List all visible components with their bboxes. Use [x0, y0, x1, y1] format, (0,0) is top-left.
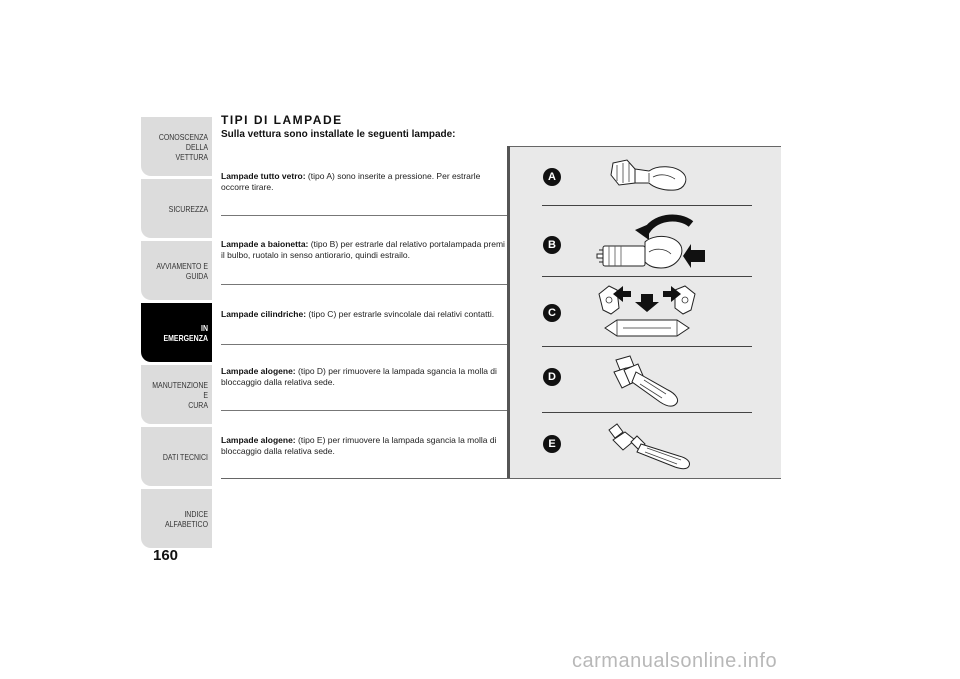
- lamp-name: Lampade cilindriche:: [221, 309, 307, 319]
- tab-label: INDICE ALFABETICO: [165, 508, 208, 529]
- tab-conoscenza-della-vettura[interactable]: [141, 117, 212, 176]
- figure-label-d: D: [543, 368, 561, 386]
- figure-label-b: B: [543, 236, 561, 254]
- lamp-name: Lampade a baionetta:: [221, 239, 309, 249]
- figure-label-a: A: [543, 168, 561, 186]
- figure-divider: [542, 276, 752, 277]
- tab-label: DATI TECNICI: [162, 451, 208, 462]
- figure-divider: [542, 346, 752, 347]
- figure-label-c: C: [543, 304, 561, 322]
- row-divider: [221, 215, 507, 216]
- lamp-text: (tipo E) per rimuovere la lampada sgancia la molla di bloccaggio dalla relativa sede.: [221, 435, 497, 456]
- watermark: carmanualsonline.info: [572, 650, 778, 672]
- tab-indice-alfabetico[interactable]: [141, 489, 212, 548]
- tab-label: IN EMERGENZA: [163, 322, 208, 343]
- lamp-text: (tipo A) sono inserite a pressione. Per estrarle occorre tirare.: [221, 171, 481, 192]
- lamp-description-c: [221, 309, 505, 320]
- lamp-description-a: [221, 171, 505, 193]
- figure-label-e: E: [543, 435, 561, 453]
- row-divider: [221, 284, 507, 285]
- lamp-name: Lampade alogene:: [221, 435, 296, 445]
- tab-in-emergenza[interactable]: [141, 303, 212, 362]
- page-number: 160: [153, 547, 179, 564]
- lamp-description-b: [221, 239, 505, 261]
- lamp-text: (tipo D) per rimuovere la lampada sgancia la molla di bloccaggio dalla relativa sede.: [221, 366, 497, 387]
- tab-sicurezza[interactable]: [141, 179, 212, 238]
- tab-dati-tecnici[interactable]: [141, 427, 212, 486]
- tab-label: CONOSCENZA DELLA VETTURA: [158, 131, 208, 162]
- lamp-description-e: [221, 435, 505, 457]
- halogen-bulb-d-icon: [610, 352, 690, 410]
- bayonet-bulb-icon: [595, 212, 710, 274]
- section-title: TIPI DI LAMPADE: [221, 113, 343, 127]
- tab-label: AVVIAMENTO E GUIDA: [156, 260, 208, 281]
- festoon-bulb-icon: [595, 282, 700, 344]
- tab-avviamento-e-guida[interactable]: [141, 241, 212, 300]
- glass-wedge-bulb-icon: [605, 157, 695, 195]
- tab-label: MANUTENZIONE E CURA: [152, 379, 208, 410]
- tab-label: SICUREZZA: [168, 203, 208, 214]
- section-intro: Sulla vettura sono installate le seguenti lampade:: [221, 129, 456, 140]
- lamp-text: (tipo B) per estrarle dal relativo portalampada premi il bulbo, ruotalo in senso antiorario, quindi estrailo.: [221, 239, 505, 260]
- lamp-description-d: [221, 366, 505, 388]
- row-divider: [221, 410, 507, 411]
- figure-divider: [542, 412, 752, 413]
- lamp-name: Lampade alogene:: [221, 366, 296, 376]
- figure-divider: [542, 205, 752, 206]
- lamp-text: (tipo C) per estrarle svincolale dai relativi contatti.: [308, 309, 495, 319]
- halogen-bulb-e-icon: [605, 422, 695, 472]
- lamp-name: Lampade tutto vetro:: [221, 171, 306, 181]
- bottom-rule: [221, 478, 781, 479]
- tab-manutenzione-e-cura[interactable]: [141, 365, 212, 424]
- row-divider: [221, 344, 507, 345]
